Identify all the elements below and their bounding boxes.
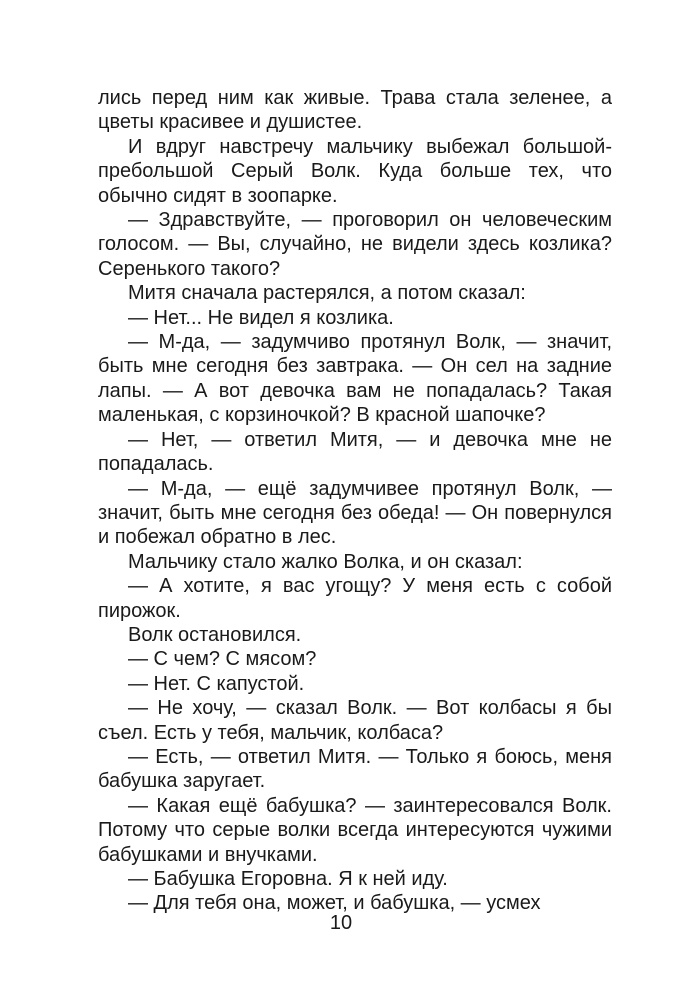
- paragraph: — М-да, — задумчиво протянул Волк, — значит, быть мне сегодня без завтрака. — Он сел на задние лапы. — А вот девочка вам не попадалась? Такая маленькая, с корзиночкой? В красной шапочке?: [98, 331, 612, 427]
- page-number: 10: [329, 912, 353, 934]
- paragraph: — Какая ещё бабушка? — заинтересовался Волк. Потому что серые волки всегда интересуются чужими бабушками и внучками.: [98, 794, 612, 866]
- paragraph: — Не хочу, — сказал Волк. — Вот колбасы я бы съел. Есть у тебя, мальчик, колбаса?: [98, 697, 612, 744]
- paragraph: — Есть, — ответил Митя. — Только я боюсь, меня бабушка заругает.: [98, 745, 612, 793]
- paragraph: — Здравствуйте, — проговорил он человеческим голосом. — Вы, случайно, не видели здесь козлика? Серенького такого?: [98, 209, 612, 280]
- page-text: [98, 86, 612, 916]
- paragraph: — Для тебя она, может, и бабушка, — усмех: [128, 892, 541, 915]
- paragraph: Мальчику стало жалко Волка, и он сказал:: [128, 550, 523, 573]
- paragraph: — Нет... Не видел я козлика.: [128, 306, 394, 329]
- paragraph: лись перед ним как живые. Трава стала зеленее, а цветы красивее и душистее.: [98, 87, 612, 134]
- paragraph: — Нет. С капустой.: [128, 672, 305, 695]
- paragraph: Митя сначала растерялся, а потом сказал:: [128, 282, 526, 305]
- paragraph: — А хотите, я вас угощу? У меня есть с собой пирожок.: [98, 575, 612, 622]
- paragraph: Волк остановился.: [128, 623, 302, 646]
- paragraph: — Бабушка Егоровна. Я к ней иду.: [128, 868, 448, 890]
- paragraph: — Нет, — ответил Митя, — и девочка мне не попадалась.: [98, 428, 612, 476]
- paragraph: — М-да, — ещё задумчивее протянул Волк, — значит, быть мне сегодня без обеда! — Он повернулся и побежал обратно в лес.: [98, 477, 612, 549]
- paragraph: И вдруг навстречу мальчику выбежал большой-пребольшой Серый Волк. Куда больше тех, что обычно сидят в зоопарке.: [98, 135, 612, 207]
- paragraph: — С чем? С мясом?: [128, 648, 317, 671]
